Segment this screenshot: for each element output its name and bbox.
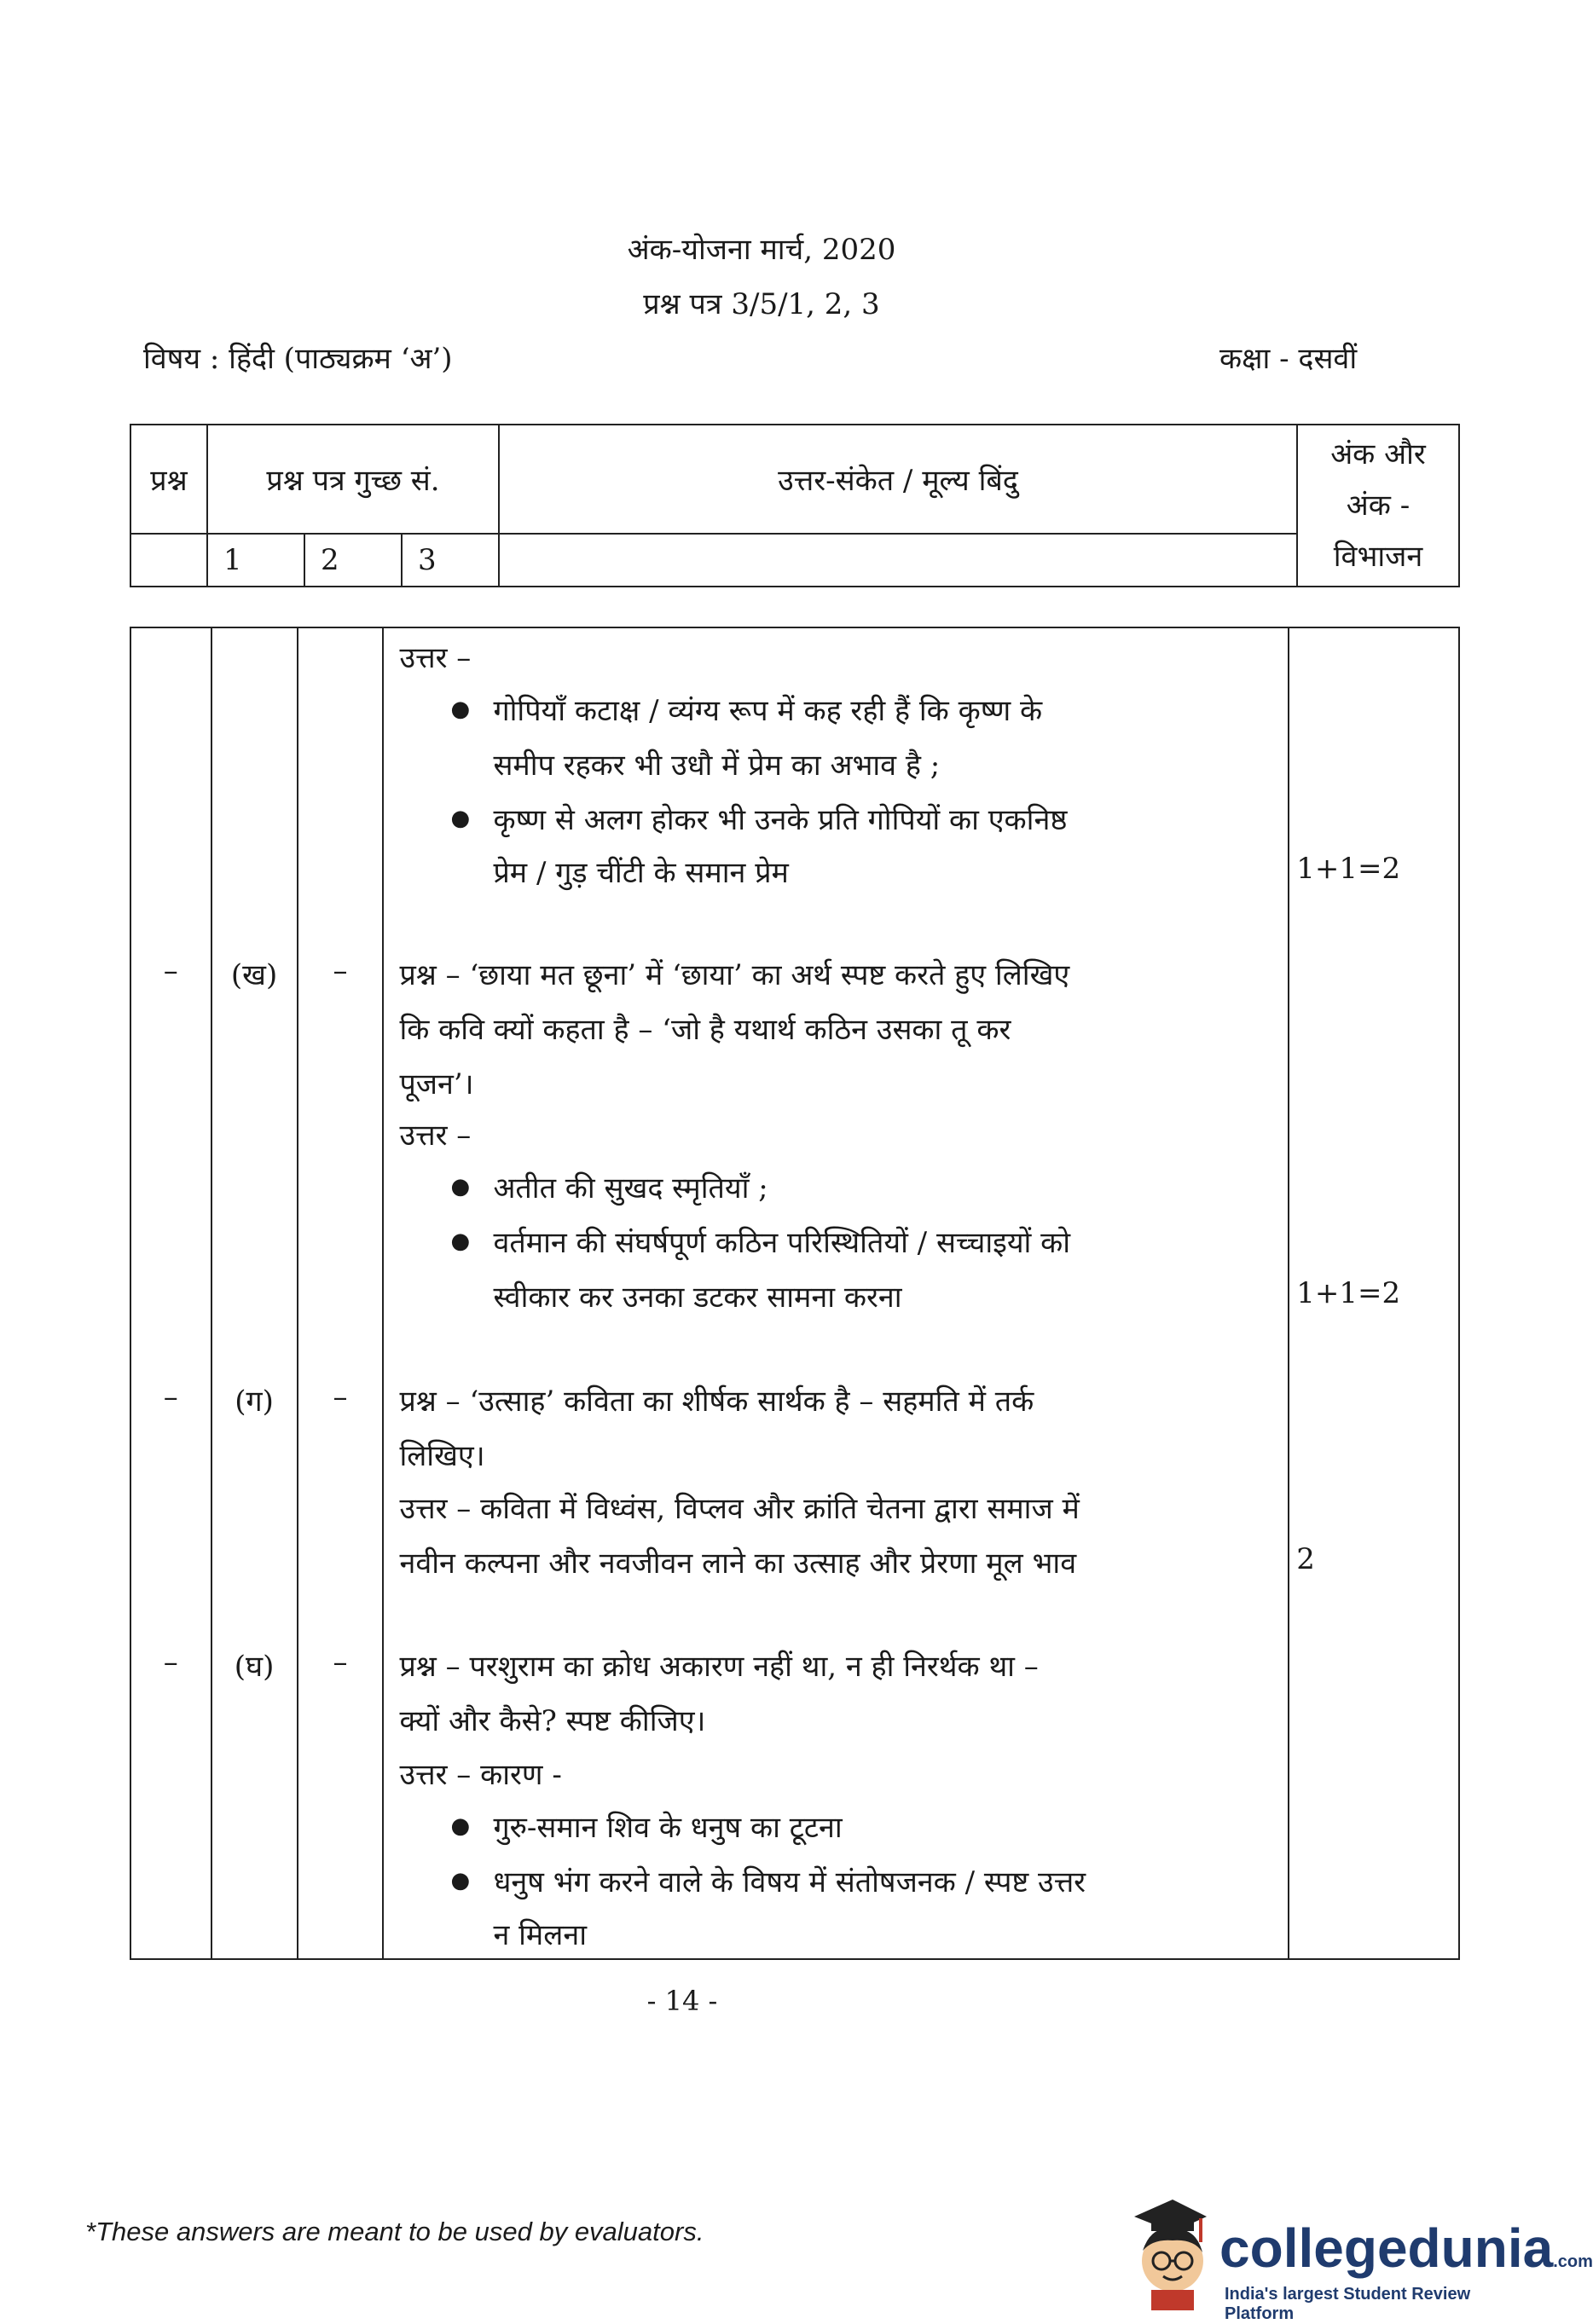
a-bullet1-line1: गोपियाँ कटाक्ष / व्यंग्य रूप में कह रही हैं कि कृष्ण के bbox=[493, 694, 1043, 728]
set-1: 1 bbox=[207, 534, 304, 587]
kha-question-line1: प्रश्न – ‘छाया मत छूना’ में ‘छाया’ का अर्थ स्पष्ट करते हुए लिखिए bbox=[399, 958, 1070, 992]
kha-bullet2-line2: स्वीकार कर उनका डटकर सामना करना bbox=[493, 1281, 902, 1315]
answer-table bbox=[130, 627, 1460, 1960]
gha-bullet2-line2: न मिलना bbox=[493, 1918, 587, 1952]
a-bullet2-line1: कृष्ण से अलग होकर भी उनके प्रति गोपियों का एकनिष्ठ bbox=[493, 803, 1068, 837]
col-question-header: प्रश्न bbox=[130, 425, 207, 534]
col-marks-header bbox=[1297, 425, 1459, 587]
a-bullet1-line2: समीप रहकर भी उधौ में प्रेम का अभाव है ; bbox=[493, 749, 941, 783]
bullet-icon: ● bbox=[450, 697, 471, 722]
ga-answer-line1: उत्तर – कविता में विध्वंस, विप्लव और क्रांति चेतना द्वारा समाज में bbox=[399, 1492, 1080, 1526]
gha-question-line2: क्यों और कैसे? स्पष्ट कीजिए। bbox=[399, 1704, 706, 1738]
a-marks: 1+1=2 bbox=[1296, 852, 1401, 886]
col-answer-header: उत्तर-संकेत / मूल्य बिंदु bbox=[499, 425, 1297, 534]
mascot-logo bbox=[1126, 2182, 1211, 2310]
col-marks bbox=[1289, 627, 1459, 1959]
kha-question-line2: कि कवि क्यों कहता है – ‘जो है यथार्थ कठिन उसका तू कर bbox=[399, 1013, 1011, 1047]
kha-marks: 1+1=2 bbox=[1296, 1276, 1401, 1310]
logo-tagline: India's largest Student Review Platform bbox=[1225, 2285, 1471, 2323]
bullet-icon: ● bbox=[450, 1174, 471, 1200]
kha-question-line3: पूजन’। bbox=[399, 1067, 474, 1101]
ga-col1: – bbox=[163, 1380, 178, 1414]
col-set-header: प्रश्न पत्र गुच्छ सं. bbox=[207, 425, 499, 534]
col-answer-sub bbox=[499, 534, 1297, 587]
ga-question-line1: प्रश्न – ‘उत्साह’ कविता का शीर्षक सार्थक है – सहमति में तर्क bbox=[399, 1385, 1034, 1419]
bullet-icon: ● bbox=[450, 1868, 471, 1893]
marks-header-line-2: अंक - bbox=[1346, 489, 1411, 523]
evaluator-note: *These answers are meant to be used by evaluators. bbox=[85, 2217, 704, 2246]
kha-col3: – bbox=[333, 954, 348, 988]
logo-suffix: .com bbox=[1553, 2252, 1593, 2271]
kha-bullet2-line1: वर्तमान की संघर्षपूर्ण कठिन परिस्थितियों / सच्चाइयों को bbox=[493, 1226, 1071, 1260]
page-number: - 14 - bbox=[646, 1985, 718, 2017]
kha-label: (ख) bbox=[230, 958, 278, 992]
marks-header-line-3: विभाजन bbox=[1333, 540, 1423, 574]
class-label: कक्षा - दसवीं bbox=[1219, 342, 1358, 376]
kha-col1: – bbox=[163, 954, 178, 988]
bullet-icon: ● bbox=[450, 806, 471, 831]
paper-code: प्रश्न पत्र 3/5/1, 2, 3 bbox=[643, 287, 880, 321]
header-table bbox=[130, 424, 1460, 587]
set-2: 2 bbox=[304, 534, 402, 587]
ga-label: (ग) bbox=[235, 1385, 274, 1419]
bullet-icon: ● bbox=[450, 1813, 471, 1839]
ga-col3: – bbox=[333, 1380, 348, 1414]
document-title: अंक-योजना मार्च, 2020 bbox=[627, 233, 896, 267]
ga-question-line2: लिखिए। bbox=[399, 1439, 485, 1473]
gha-bullet2-line1: धनुष भंग करने वाले के विषय में संतोषजनक / स्पष्ट उत्तर bbox=[493, 1865, 1086, 1899]
gha-col3: – bbox=[333, 1645, 348, 1679]
gha-bullet1-line1: गुरु-समान शिव के धनुष का टूटना bbox=[493, 1811, 843, 1845]
gha-answer-label: उत्तर – कारण - bbox=[399, 1758, 562, 1792]
a-answer-label: उत्तर – bbox=[399, 641, 472, 675]
bullet-icon: ● bbox=[450, 1228, 471, 1254]
gha-col1: – bbox=[163, 1645, 178, 1679]
col-question bbox=[130, 627, 211, 1959]
ga-answer-line2: नवीन कल्पना और नवजीवन लाने का उत्साह और प्रेरणा मूल भाव bbox=[399, 1546, 1077, 1581]
logo-name: collegedunia bbox=[1219, 2217, 1554, 2279]
subject-label: विषय : हिंदी (पाठ्यक्रम ‘अ’) bbox=[143, 342, 453, 376]
logo-wordmark bbox=[1219, 2217, 1593, 2280]
col-question-sub bbox=[130, 534, 207, 587]
col-answer bbox=[383, 627, 1289, 1959]
gha-label: (घ) bbox=[234, 1650, 275, 1684]
col-set-1 bbox=[211, 627, 298, 1959]
set-3: 3 bbox=[402, 534, 499, 587]
col-set-2 bbox=[298, 627, 384, 1959]
kha-bullet1-line1: अतीत की सुखद स्मृतियाँ ; bbox=[493, 1171, 768, 1205]
gha-question-line1: प्रश्न – परशुराम का क्रोध अकारण नहीं था, न ही निरर्थक था – bbox=[399, 1650, 1039, 1684]
a-bullet2-line2: प्रेम / गुड़ चींटी के समान प्रेम bbox=[493, 856, 789, 890]
marks-header-line-1: अंक और bbox=[1330, 437, 1426, 471]
ga-marks: 2 bbox=[1296, 1542, 1315, 1576]
kha-answer-label: उत्तर – bbox=[399, 1119, 472, 1153]
